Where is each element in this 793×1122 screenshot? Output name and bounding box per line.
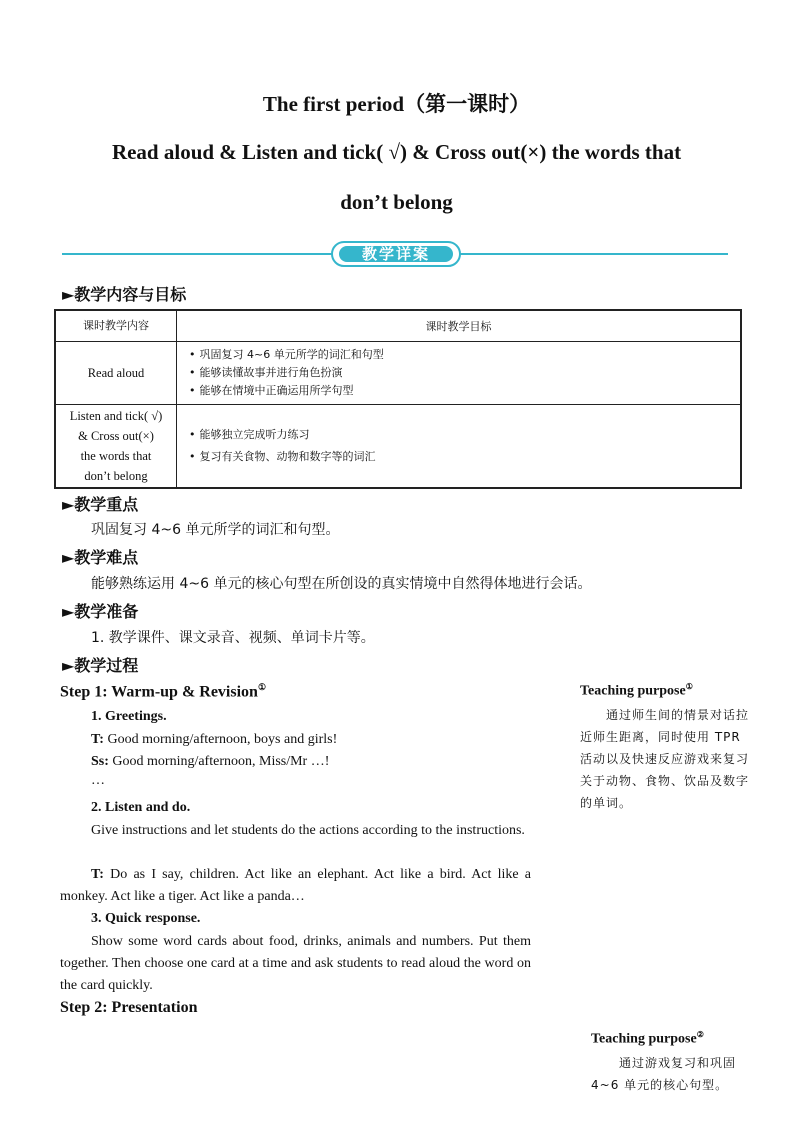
preparation-text: 1. 教学课件、课文录音、视频、单词卡片等。	[91, 630, 375, 646]
content-line: don’t belong	[84, 469, 148, 483]
content-line: the words that	[80, 449, 152, 463]
greetings-label: 1. Greetings.	[91, 709, 167, 724]
dialogue-text: Do as I say, children. Act like an elephant. Act like a bird. Act like a monkey. Act like a tiger. Act like a panda…	[60, 867, 531, 904]
speaker-label: T:	[91, 867, 104, 882]
table-cell-content	[55, 405, 177, 489]
section-heading-difficulties: ►教学难点	[62, 548, 139, 567]
section-banner-label: 教学详案	[339, 246, 453, 262]
content-line: & Cross out(×)	[78, 429, 154, 443]
quick-response-label: 3. Quick response.	[91, 911, 201, 926]
side-note-text: 通过师生间的情景对话拉近师生距离，同时使用 TPR 活动以及快速反应游戏来复习关于动物、食物、饮品及数字的单词。	[580, 708, 750, 810]
goal-item: • 能够在情境中正确运用所学句型	[189, 382, 740, 400]
goal-item: • 复习有关食物、动物和数字等的词汇	[189, 446, 740, 468]
footnote-mark: ②	[696, 1030, 704, 1039]
section-banner	[331, 241, 461, 267]
banner-line-right	[460, 253, 728, 255]
section-heading-preparation: ►教学准备	[62, 602, 139, 621]
banner-line-left	[62, 253, 332, 255]
goal-item: • 能够独立完成听力练习	[189, 424, 740, 446]
page-title: The first period（第一课时）	[262, 92, 531, 116]
listen-instructions: Give instructions and let students do the actions according to the instructions.	[91, 823, 525, 838]
side-note-text: 通过游戏复习和巩固 4~6 单元的核心句型。	[591, 1056, 737, 1092]
goals-table	[54, 309, 742, 489]
table-cell-content: Read aloud	[55, 342, 177, 405]
side-note-title	[591, 1030, 704, 1048]
section-heading-content-goals: ►教学内容与目标	[62, 285, 187, 304]
dialogue-text: Good morning/afternoon, boys and girls!	[103, 732, 338, 747]
footnote-mark: ①	[257, 682, 267, 692]
table-row	[55, 405, 741, 489]
speaker-label: Ss:	[91, 754, 109, 769]
goal-item: • 巩固复习 4~6 单元所学的词汇和句型	[189, 346, 740, 364]
section-heading-key-points: ►教学重点	[62, 495, 139, 514]
listen-teacher-line	[60, 864, 531, 908]
side-note-title-text: Teaching purpose	[591, 1031, 697, 1047]
table-row	[55, 342, 741, 405]
students-line	[91, 751, 329, 773]
quick-response-text: Show some word cards about food, drinks, animals and numbers. Put them together. Then choose one card at a time and ask students to read aloud the word on the card quickly.	[60, 934, 531, 993]
side-note-title	[580, 682, 693, 700]
table-cell-goals	[177, 405, 742, 489]
goal-item: • 能够读懂故事并进行角色扮演	[189, 364, 740, 382]
difficulties-text: 能够熟练运用 4~6 单元的核心句型在所创设的真实情境中自然得体地进行会话。	[91, 576, 592, 592]
content-line: Listen and tick( √)	[69, 409, 163, 423]
page-subtitle-line2: don’t belong	[340, 190, 453, 214]
teacher-line	[91, 729, 337, 751]
speaker-label: T:	[91, 732, 104, 747]
footnote-mark: ①	[685, 682, 693, 691]
listen-label: 2. Listen and do.	[91, 800, 191, 815]
table-cell-goals	[177, 342, 742, 405]
side-note-title-text: Teaching purpose	[580, 683, 686, 699]
section-heading-process: ►教学过程	[62, 656, 139, 675]
key-points-text: 巩固复习 4~6 单元所学的词汇和句型。	[91, 522, 340, 538]
table-header-cell: 课时教学目标	[177, 310, 742, 342]
table-header-row	[55, 310, 741, 342]
step2-heading: Step 2: Presentation	[60, 999, 198, 1016]
step1-title: Step 1: Warm-up & Revision	[60, 683, 258, 701]
dialogue-text: Good morning/afternoon, Miss/Mr …!	[108, 754, 330, 769]
step1-heading	[60, 682, 266, 701]
ellipsis: …	[91, 773, 105, 788]
page-subtitle-line1: Read aloud & Listen and tick( √) & Cross out(×) the words that	[111, 140, 682, 164]
table-header-cell: 课时教学内容	[55, 310, 177, 342]
